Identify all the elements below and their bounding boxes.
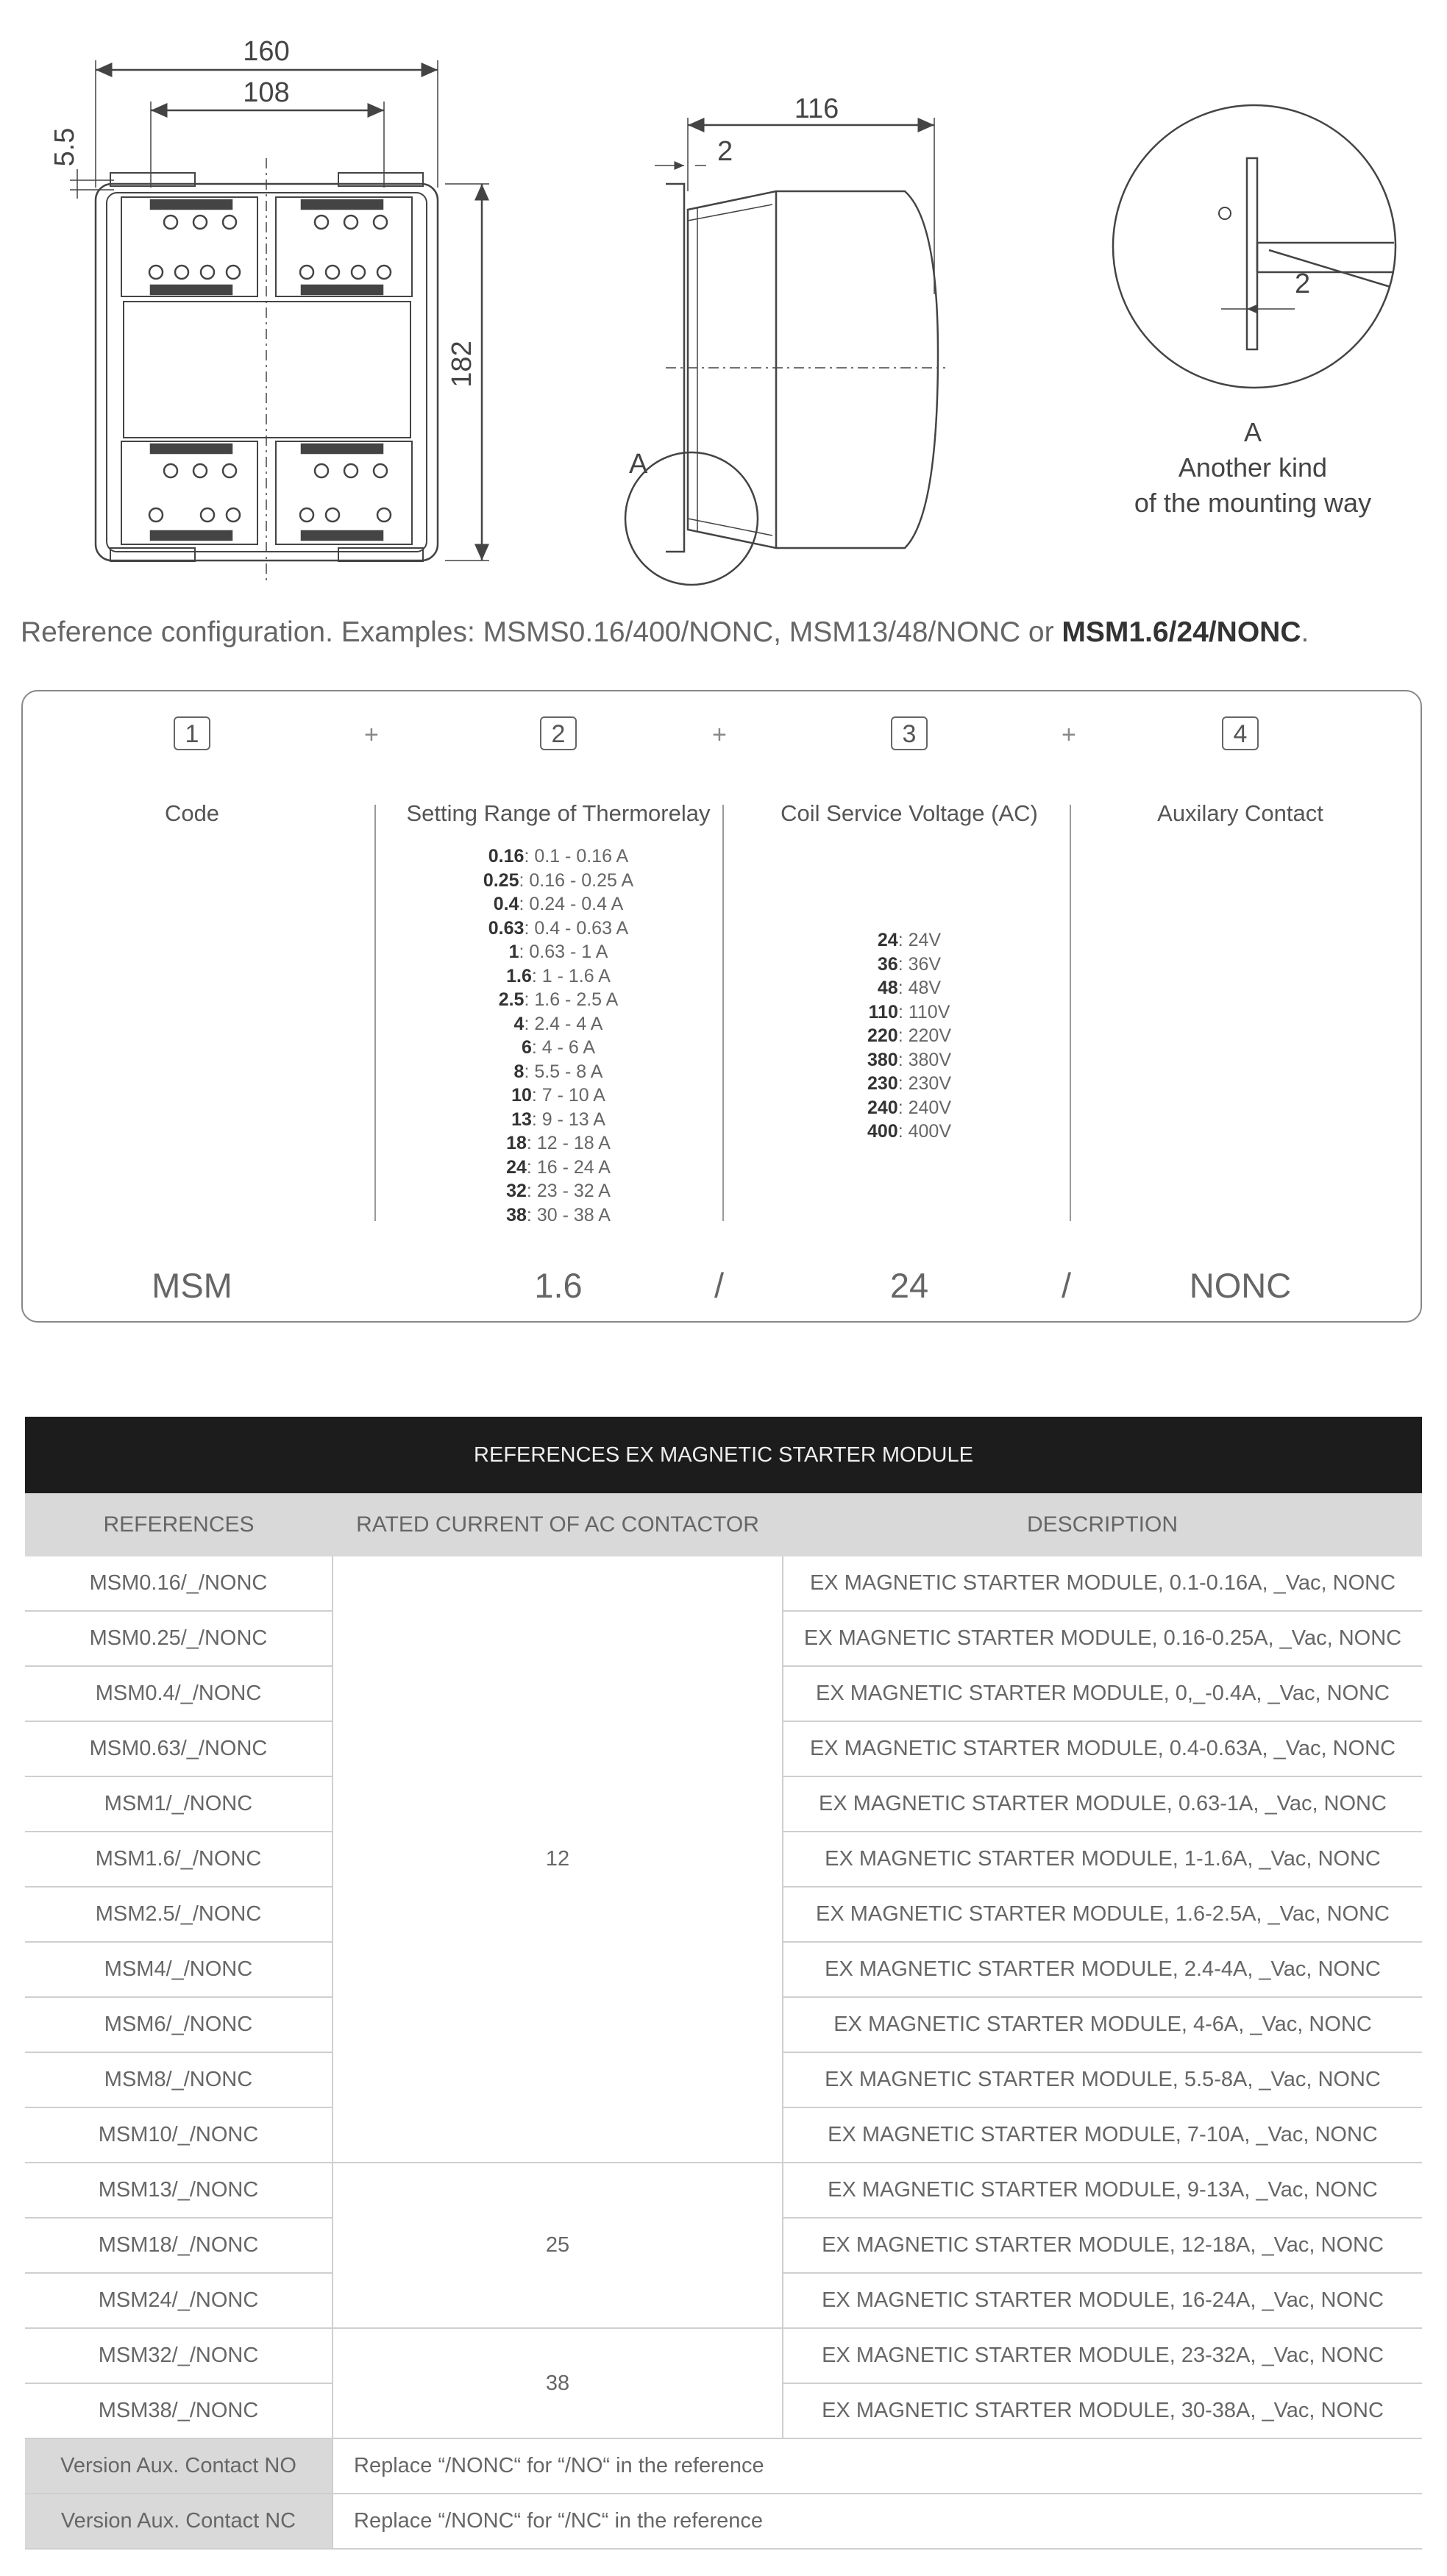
config-column-code xyxy=(45,691,339,827)
reference-cell: MSM0.63/_/NONC xyxy=(25,1721,333,1776)
detail-caption-line-1: A xyxy=(1243,417,1262,447)
option-description: : 30 - 38 A xyxy=(526,1204,611,1225)
table-row xyxy=(25,1556,1422,1611)
option-code: 4 xyxy=(513,1013,525,1034)
option-code: 18 xyxy=(506,1133,527,1153)
config-column-thermorelay xyxy=(389,691,728,1227)
option-code: 230 xyxy=(867,1073,898,1094)
option-description: : 380V xyxy=(897,1049,951,1070)
plus-sign: + xyxy=(712,721,727,749)
option-item xyxy=(389,940,728,964)
reference-cell: MSM38/_/NONC xyxy=(25,2383,333,2438)
config-column-title: Code xyxy=(164,800,220,826)
reference-cell: MSM10/_/NONC xyxy=(25,2107,333,2163)
option-code: 32 xyxy=(506,1181,527,1201)
header-description: DESCRIPTION xyxy=(783,1493,1422,1556)
description-cell: EX MAGNETIC STARTER MODULE, 0.63-1A, _Vac, NONC xyxy=(783,1776,1422,1832)
front-view-drawing xyxy=(70,60,489,581)
column-divider xyxy=(374,805,376,1221)
version-text-cell: Replace “/NONC“ for “/NC“ in the reference xyxy=(333,2494,1422,2549)
config-number-badge: 4 xyxy=(1222,716,1259,750)
header-references: REFERENCES xyxy=(25,1493,333,1556)
description-cell: EX MAGNETIC STARTER MODULE, 0.16-0.25A, _Vac, NONC xyxy=(783,1611,1422,1666)
option-description: : 220V xyxy=(897,1025,951,1046)
detail-caption-line-2: Another kind xyxy=(1178,452,1328,483)
option-item xyxy=(740,976,1078,1000)
option-code: 0.25 xyxy=(483,869,519,891)
version-text-cell: Replace “/NONC“ for “/NO“ in the reference xyxy=(333,2438,1422,2494)
option-item xyxy=(389,1131,728,1156)
description-cell: EX MAGNETIC STARTER MODULE, 7-10A, _Vac, NONC xyxy=(783,2107,1422,2163)
option-code: 240 xyxy=(867,1097,898,1118)
table-row xyxy=(25,2328,1422,2383)
option-code: 24 xyxy=(877,930,898,950)
option-item xyxy=(389,869,728,893)
rated-current-cell: 12 xyxy=(333,1556,783,2163)
option-description: : 48V xyxy=(897,978,942,998)
option-code: 0.4 xyxy=(493,894,519,914)
option-item xyxy=(389,1012,728,1036)
option-code: 36 xyxy=(877,953,898,975)
detail-view-drawing xyxy=(1113,105,1396,388)
description-cell: EX MAGNETIC STARTER MODULE, 1.6-2.5A, _Vac, NONC xyxy=(783,1887,1422,1942)
dim-5-5-label: 5.5 xyxy=(49,127,80,167)
option-description: : 7 - 10 A xyxy=(531,1085,605,1106)
option-code: 400 xyxy=(867,1121,898,1142)
dim-182-label: 182 xyxy=(447,341,477,388)
reference-cell: MSM32/_/NONC xyxy=(25,2328,333,2383)
rated-current-cell: 38 xyxy=(333,2328,783,2438)
example-coil-voltage: 24 xyxy=(889,1266,929,1305)
option-item xyxy=(740,1024,1078,1048)
option-item xyxy=(389,1084,728,1108)
config-number-badge: 1 xyxy=(174,716,210,750)
option-description: : 16 - 24 A xyxy=(526,1156,611,1178)
option-item xyxy=(740,1096,1078,1120)
option-description: : 4 - 6 A xyxy=(531,1037,596,1058)
column-divider xyxy=(722,805,724,1221)
option-item xyxy=(389,964,728,989)
option-description: : 0.16 - 0.25 A xyxy=(519,869,634,891)
option-description: : 23 - 32 A xyxy=(526,1181,611,1201)
example-slash: / xyxy=(1062,1266,1072,1305)
option-code: 8 xyxy=(513,1061,525,1082)
table-row xyxy=(25,2163,1422,2218)
option-description: : 9 - 13 A xyxy=(531,1109,605,1130)
config-column-title: Coil Service Voltage (AC) xyxy=(781,800,1038,826)
side-view-drawing xyxy=(625,118,945,585)
description-cell: EX MAGNETIC STARTER MODULE, 0.1-0.16A, _Vac, NONC xyxy=(783,1556,1422,1611)
column-divider xyxy=(1070,805,1071,1221)
option-item xyxy=(740,1048,1078,1072)
option-code: 1 xyxy=(508,942,519,962)
option-code: 1.6 xyxy=(506,965,532,986)
option-description: : 110V xyxy=(897,1001,950,1022)
technical-drawings xyxy=(0,0,1447,588)
example-code: MSM xyxy=(152,1266,232,1305)
option-item xyxy=(740,1000,1078,1025)
option-description: : 0.1 - 0.16 A xyxy=(524,846,629,867)
option-item xyxy=(389,1108,728,1132)
option-item xyxy=(740,1072,1078,1096)
option-code: 24 xyxy=(506,1156,527,1178)
option-code: 10 xyxy=(511,1085,532,1106)
example-slash: / xyxy=(714,1266,725,1305)
intro-bold-example: MSM1.6/24/NONC xyxy=(1062,616,1301,648)
header-rated-current: RATED CURRENT OF AC CONTACTOR xyxy=(333,1493,783,1556)
intro-plain-text: Reference configuration. Examples: MSMS0.16/400/NONC, MSM13/48/NONC or xyxy=(21,616,1062,648)
coil-voltage-options-list xyxy=(740,928,1078,1144)
version-label-cell: Version Aux. Contact NC xyxy=(25,2494,333,2549)
option-description: : 12 - 18 A xyxy=(526,1133,611,1153)
description-cell: EX MAGNETIC STARTER MODULE, 4-6A, _Vac, NONC xyxy=(783,1997,1422,2052)
option-item xyxy=(389,844,728,869)
description-cell: EX MAGNETIC STARTER MODULE, 2.4-4A, _Vac, NONC xyxy=(783,1942,1422,1997)
rated-current-cell: 25 xyxy=(333,2163,783,2328)
option-description: : 240V xyxy=(897,1097,951,1118)
reference-cell: MSM24/_/NONC xyxy=(25,2273,333,2328)
option-item xyxy=(389,988,728,1012)
description-cell: EX MAGNETIC STARTER MODULE, 9-13A, _Vac, NONC xyxy=(783,2163,1422,2218)
config-number-badge: 2 xyxy=(540,716,577,750)
option-code: 220 xyxy=(867,1025,898,1046)
option-item xyxy=(740,928,1078,953)
option-code: 2.5 xyxy=(498,989,525,1010)
reference-cell: MSM2.5/_/NONC xyxy=(25,1887,333,1942)
dim-2-side-label: 2 xyxy=(717,136,733,167)
description-cell: EX MAGNETIC STARTER MODULE, 16-24A, _Vac, NONC xyxy=(783,2273,1422,2328)
version-row xyxy=(25,2438,1422,2494)
detail-caption-line-3: of the mounting way xyxy=(1134,488,1372,518)
option-item xyxy=(389,1179,728,1203)
example-thermorelay: 1.6 xyxy=(534,1266,583,1305)
option-code: 38 xyxy=(506,1204,527,1225)
option-item xyxy=(389,1156,728,1180)
option-item xyxy=(389,917,728,941)
option-code: 110 xyxy=(868,1001,898,1022)
reference-cell: MSM6/_/NONC xyxy=(25,1997,333,2052)
option-code: 48 xyxy=(877,978,898,998)
option-description: : 2.4 - 4 A xyxy=(524,1013,603,1034)
dim-2-detail-label: 2 xyxy=(1295,268,1311,299)
config-column-title: Setting Range of Thermorelay xyxy=(406,800,711,826)
intro-end-text: . xyxy=(1301,616,1309,648)
option-description: : 1 - 1.6 A xyxy=(531,965,611,986)
config-column-coil-voltage xyxy=(740,691,1078,1144)
reference-cell: MSM0.25/_/NONC xyxy=(25,1611,333,1666)
option-code: 13 xyxy=(511,1109,532,1130)
option-description: : 0.24 - 0.4 A xyxy=(519,894,624,914)
config-column-title: Auxilary Contact xyxy=(1157,800,1323,826)
version-label-cell: Version Aux. Contact NO xyxy=(25,2438,333,2494)
reference-cell: MSM1/_/NONC xyxy=(25,1776,333,1832)
reference-cell: MSM0.16/_/NONC xyxy=(25,1556,333,1611)
reference-cell: MSM1.6/_/NONC xyxy=(25,1832,333,1887)
table-banner: REFERENCES EX MAGNETIC STARTER MODULE xyxy=(25,1417,1422,1493)
version-row xyxy=(25,2494,1422,2549)
option-item xyxy=(389,892,728,917)
option-code: 0.16 xyxy=(488,846,525,867)
dim-160-label: 160 xyxy=(243,36,290,67)
option-description: : 5.5 - 8 A xyxy=(524,1061,603,1082)
option-description: : 230V xyxy=(897,1073,951,1094)
option-item xyxy=(389,1060,728,1084)
option-code: 6 xyxy=(521,1037,532,1058)
reference-cell: MSM18/_/NONC xyxy=(25,2218,333,2273)
description-cell: EX MAGNETIC STARTER MODULE, 5.5-8A, _Vac, NONC xyxy=(783,2052,1422,2107)
dim-116-label: 116 xyxy=(794,93,839,124)
reference-cell: MSM0.4/_/NONC xyxy=(25,1666,333,1721)
option-code: 0.63 xyxy=(488,917,525,939)
plus-sign: + xyxy=(364,721,379,749)
option-item xyxy=(740,1120,1078,1144)
config-column-aux-contact xyxy=(1086,691,1395,827)
description-cell: EX MAGNETIC STARTER MODULE, 0.4-0.63A, _Vac, NONC xyxy=(783,1721,1422,1776)
option-item xyxy=(740,953,1078,977)
option-item xyxy=(389,1036,728,1060)
option-description: : 24V xyxy=(897,930,942,950)
dim-108-label: 108 xyxy=(243,77,290,108)
config-number-badge: 3 xyxy=(891,716,928,750)
description-cell: EX MAGNETIC STARTER MODULE, 23-32A, _Vac, NONC xyxy=(783,2328,1422,2383)
description-cell: EX MAGNETIC STARTER MODULE, 30-38A, _Vac, NONC xyxy=(783,2383,1422,2438)
option-description: : 400V xyxy=(897,1121,951,1142)
reference-cell: MSM8/_/NONC xyxy=(25,2052,333,2107)
option-item xyxy=(389,1203,728,1228)
front-view-screws xyxy=(149,216,391,522)
detail-marker-a: A xyxy=(629,449,648,480)
option-description: : 0.4 - 0.63 A xyxy=(524,917,629,939)
reference-configuration-intro xyxy=(21,616,1309,649)
plus-sign: + xyxy=(1062,721,1076,749)
option-description: : 36V xyxy=(897,953,942,975)
description-cell: EX MAGNETIC STARTER MODULE, 0,_-0.4A, _Vac, NONC xyxy=(783,1666,1422,1721)
references-table xyxy=(25,1417,1422,2550)
description-cell: EX MAGNETIC STARTER MODULE, 1-1.6A, _Vac, NONC xyxy=(783,1832,1422,1887)
configuration-box xyxy=(21,690,1422,1323)
reference-cell: MSM4/_/NONC xyxy=(25,1942,333,1997)
option-code: 380 xyxy=(867,1049,898,1070)
thermorelay-options-list xyxy=(389,844,728,1227)
option-description: : 1.6 - 2.5 A xyxy=(524,989,619,1010)
description-cell: EX MAGNETIC STARTER MODULE, 12-18A, _Vac, NONC xyxy=(783,2218,1422,2273)
example-aux-contact: NONC xyxy=(1189,1266,1292,1305)
references-table-body xyxy=(25,1556,1422,2549)
option-description: : 0.63 - 1 A xyxy=(519,942,608,962)
reference-cell: MSM13/_/NONC xyxy=(25,2163,333,2218)
